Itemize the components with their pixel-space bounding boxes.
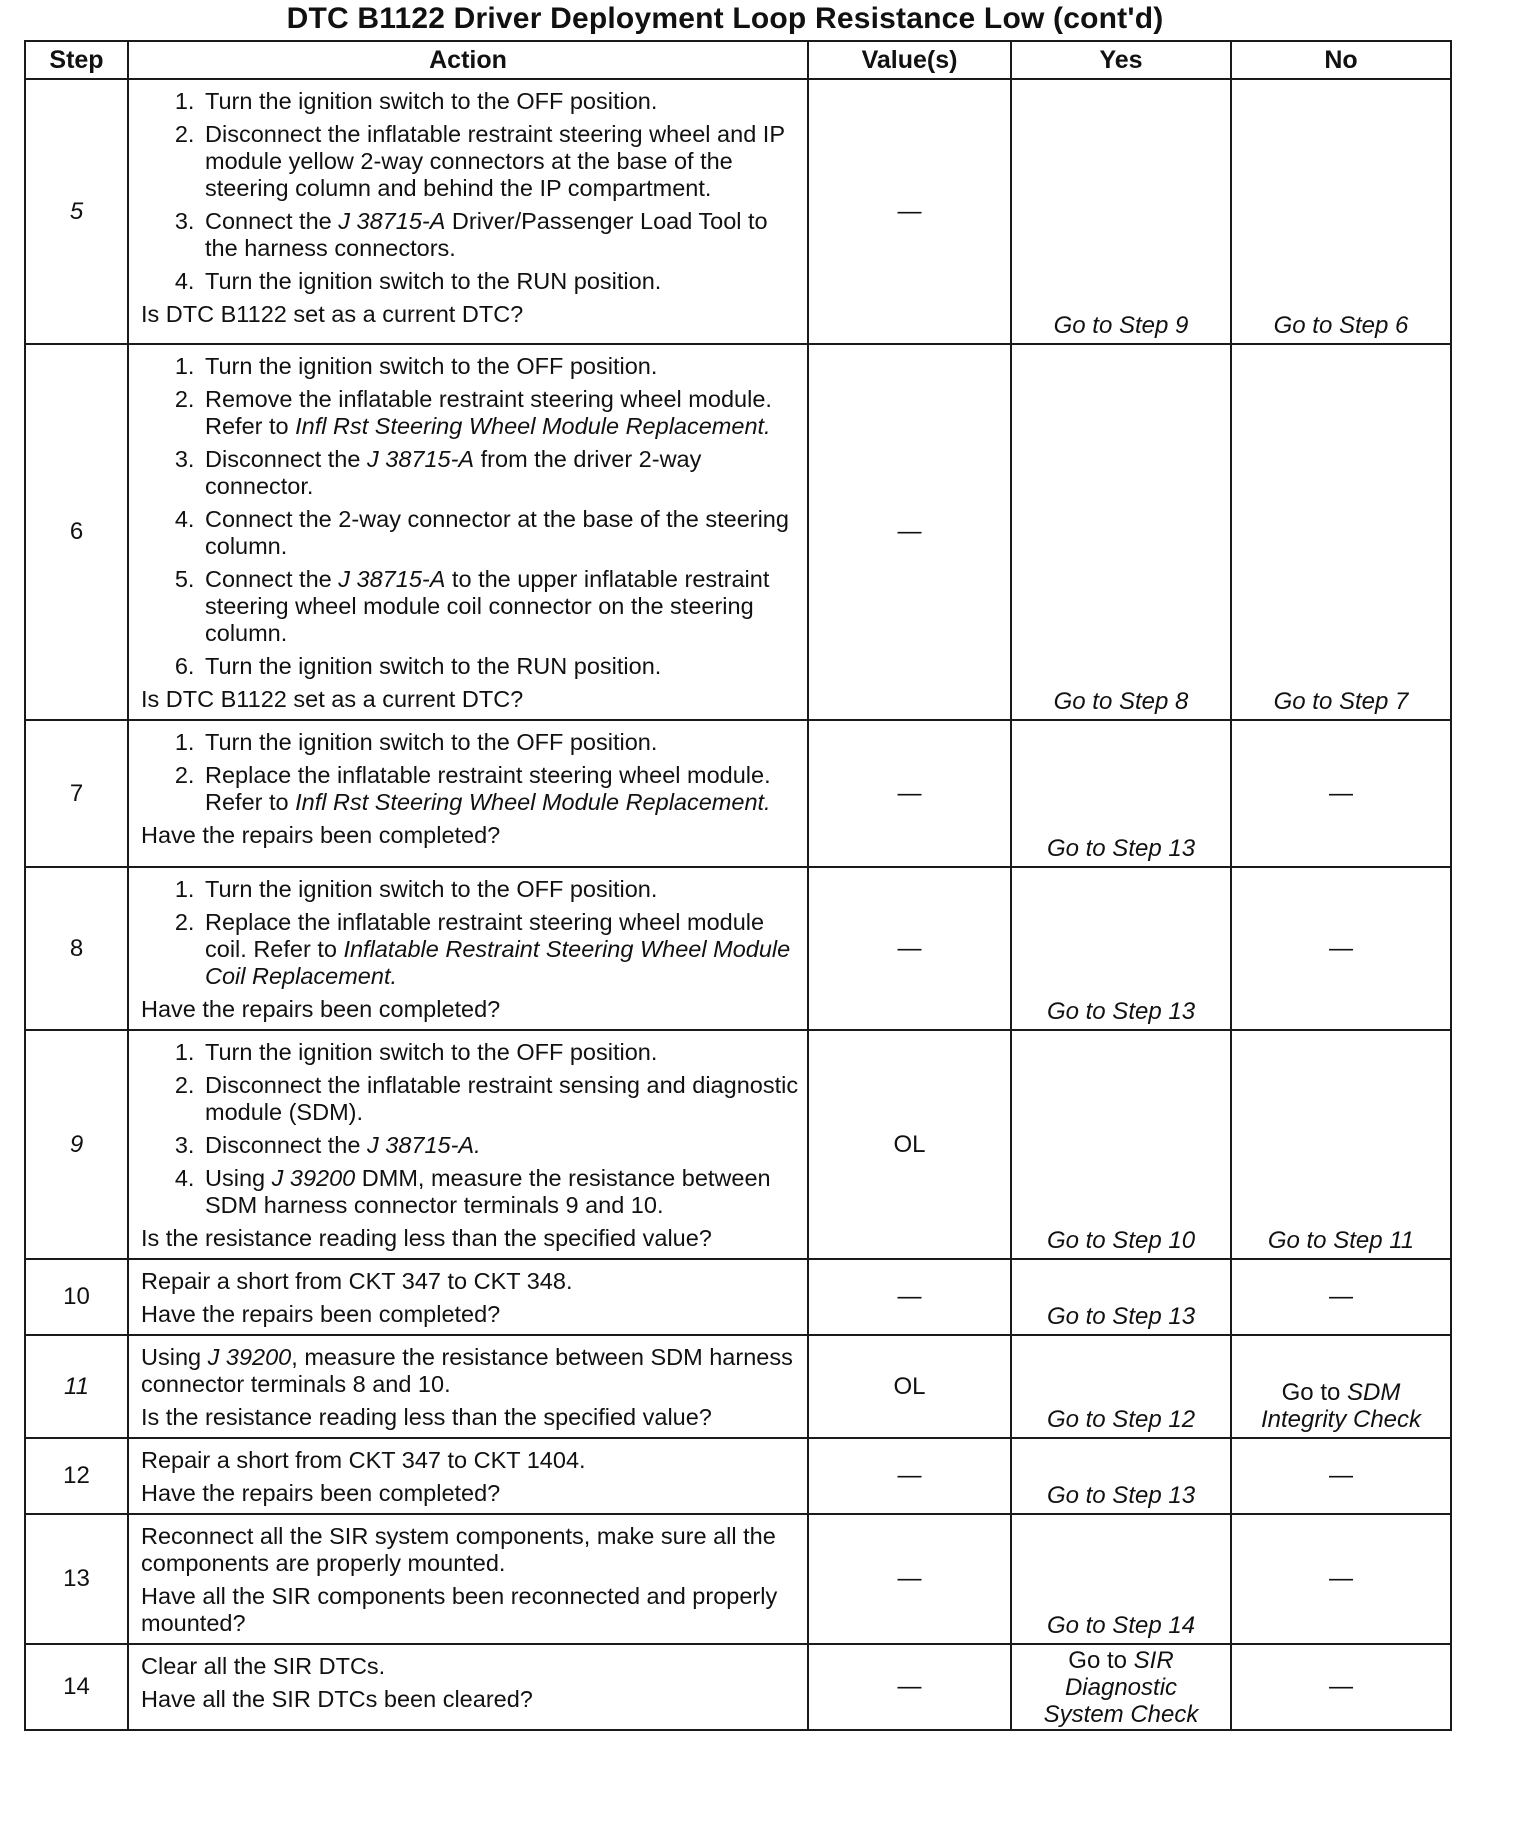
yes-link: Go to Step 13 xyxy=(1046,998,1196,1025)
yes-cell xyxy=(1011,1644,1231,1730)
step-number: 8 xyxy=(25,867,128,1030)
yes-cell xyxy=(1011,1259,1231,1335)
action-item: 2. Replace the inflatable restraint steering wheel module coil. Refer to Inflatable Restraint Steering Wheel Module Coil Replacement. xyxy=(201,909,801,990)
action-item: 1. Turn the ignition switch to the OFF position. xyxy=(201,353,801,380)
no-cell: — xyxy=(1231,1438,1451,1514)
table-row-step-14 xyxy=(25,1644,1451,1730)
yes-link: Go to Step 9 xyxy=(1053,312,1189,339)
action-item: Clear all the SIR DTCs. xyxy=(141,1653,386,1679)
action-question: Have the repairs been completed? xyxy=(141,822,501,848)
step-number: 14 xyxy=(25,1644,128,1730)
no-cell: — xyxy=(1231,1514,1451,1644)
action-cell xyxy=(128,720,808,867)
header-no: No xyxy=(1231,41,1451,79)
action-question: Have the repairs been completed? xyxy=(141,1301,501,1327)
action-question: Is the resistance reading less than the specified value? xyxy=(141,1404,712,1430)
action-cell xyxy=(128,867,808,1030)
action-question: Have all the SIR components been reconnected and properly mounted? xyxy=(141,1583,778,1636)
tool-name: J 38715-A xyxy=(366,446,475,472)
action-item: 3. Disconnect the J 38715-A. xyxy=(201,1132,801,1159)
action-item: 2. Disconnect the inflatable restraint sensing and diagnostic module (SDM). xyxy=(201,1072,801,1126)
yes-cell xyxy=(1011,344,1231,720)
action-item: 1. Turn the ignition switch to the OFF position. xyxy=(201,1039,801,1066)
value-cell: — xyxy=(808,867,1011,1030)
action-question: Have the repairs been completed? xyxy=(141,996,501,1022)
action-item: 2. Disconnect the inflatable restraint steering wheel and IP module yellow 2-way connectors at the base of the steering column and behind the IP compartment. xyxy=(201,121,801,202)
step-number: 9 xyxy=(25,1030,128,1259)
yes-link: Go to Step 13 xyxy=(1046,1303,1196,1330)
header-values: Value(s) xyxy=(808,41,1011,79)
action-item: 4. Turn the ignition switch to the RUN position. xyxy=(201,268,801,295)
action-item: 6. Turn the ignition switch to the RUN position. xyxy=(201,653,801,680)
no-cell xyxy=(1231,1335,1451,1438)
step-number: 13 xyxy=(25,1514,128,1644)
page-title: DTC B1122 Driver Deployment Loop Resistance Low (cont'd) xyxy=(286,2,1164,35)
value-cell: — xyxy=(808,344,1011,720)
yes-cell xyxy=(1011,79,1231,344)
yes-link: Go to Step 12 xyxy=(1046,1406,1196,1433)
yes-link: Go to Step 10 xyxy=(1046,1227,1196,1254)
value-cell: — xyxy=(808,1514,1011,1644)
table-row-step-10 xyxy=(25,1259,1451,1335)
table-row-step-9 xyxy=(25,1030,1451,1259)
action-cell xyxy=(128,1259,808,1335)
value-cell: — xyxy=(808,1644,1011,1730)
no-cell xyxy=(1231,1030,1451,1259)
action-cell xyxy=(128,79,808,344)
reference-link: Infl Rst Steering Wheel Module Replacement. xyxy=(295,413,771,439)
no-link: Go to SDM Integrity Check xyxy=(1260,1379,1422,1433)
value-cell: OL xyxy=(808,1335,1011,1438)
action-question: Have the repairs been completed? xyxy=(141,1480,501,1506)
table-row-step-6 xyxy=(25,344,1451,720)
no-link: Go to Step 6 xyxy=(1273,312,1409,339)
diagnostic-table xyxy=(24,40,1452,1731)
table-row-step-7 xyxy=(25,720,1451,867)
yes-link: Go to Step 8 xyxy=(1053,688,1189,715)
value-cell: — xyxy=(808,720,1011,867)
tool-name: J 39200 xyxy=(207,1344,292,1370)
yes-link: Go to Step 14 xyxy=(1046,1612,1196,1639)
no-cell: — xyxy=(1231,867,1451,1030)
reference-link: Infl Rst Steering Wheel Module Replacement. xyxy=(295,789,771,815)
action-question: Is the resistance reading less than the specified value? xyxy=(141,1225,712,1251)
action-cell xyxy=(128,1438,808,1514)
header-action: Action xyxy=(128,41,808,79)
no-link: Go to Step 11 xyxy=(1267,1227,1415,1254)
action-item: 4. Connect the 2-way connector at the base of the steering column. xyxy=(201,506,801,560)
action-item: Repair a short from CKT 347 to CKT 348. xyxy=(141,1268,573,1294)
header-row xyxy=(25,41,1451,79)
action-item: 2. Replace the inflatable restraint steering wheel module. Refer to Infl Rst Steering Wheel Module Replacement. xyxy=(201,762,801,816)
action-cell xyxy=(128,344,808,720)
action-cell xyxy=(128,1030,808,1259)
action-item: 2. Remove the inflatable restraint steering wheel module. Refer to Infl Rst Steering Wheel Module Replacement. xyxy=(201,386,801,440)
table-row-step-11 xyxy=(25,1335,1451,1438)
step-number: 11 xyxy=(25,1335,128,1438)
step-number: 7 xyxy=(25,720,128,867)
yes-link: Go to Step 13 xyxy=(1046,835,1196,862)
tool-name: J 38715-A xyxy=(338,208,446,234)
action-item: 3. Disconnect the J 38715-A from the driver 2-way connector. xyxy=(201,446,801,500)
action-item: Using J 39200, measure the resistance between SDM harness connector terminals 8 and 10. xyxy=(141,1344,793,1397)
table-row-step-12 xyxy=(25,1438,1451,1514)
action-question: Have all the SIR DTCs been cleared? xyxy=(141,1686,533,1712)
value-cell: OL xyxy=(808,1030,1011,1259)
no-cell xyxy=(1231,79,1451,344)
step-number: 5 xyxy=(25,79,128,344)
table-row-step-5 xyxy=(25,79,1451,344)
tool-name: J 38715-A xyxy=(338,566,446,592)
value-cell: — xyxy=(808,79,1011,344)
table-row-step-8 xyxy=(25,867,1451,1030)
table-row-step-13 xyxy=(25,1514,1451,1644)
step-number: 10 xyxy=(25,1259,128,1335)
yes-link: Go to SIR Diagnostic System Check xyxy=(1043,1646,1199,1728)
yes-cell xyxy=(1011,1514,1231,1644)
no-cell: — xyxy=(1231,1644,1451,1730)
tool-name: J 39200 xyxy=(271,1165,356,1191)
action-cell xyxy=(128,1514,808,1644)
header-step: Step xyxy=(25,41,128,79)
action-item: 1. Turn the ignition switch to the OFF position. xyxy=(201,876,801,903)
no-cell: — xyxy=(1231,720,1451,867)
yes-cell xyxy=(1011,1438,1231,1514)
reference-link: Inflatable Restraint Steering Wheel Module Coil Replacement. xyxy=(205,936,791,989)
yes-cell xyxy=(1011,1030,1231,1259)
header-yes: Yes xyxy=(1011,41,1231,79)
action-item: Reconnect all the SIR system components, make sure all the components are properly mounted. xyxy=(141,1523,776,1576)
action-item: 1. Turn the ignition switch to the OFF position. xyxy=(201,729,801,756)
action-item: 5. Connect the J 38715-A to the upper inflatable restraint steering wheel module coil connector on the steering column. xyxy=(201,566,801,647)
tool-name: J 38715-A. xyxy=(366,1132,481,1158)
no-cell: — xyxy=(1231,1259,1451,1335)
action-question: Is DTC B1122 set as a current DTC? xyxy=(141,301,524,327)
yes-cell xyxy=(1011,720,1231,867)
yes-cell xyxy=(1011,1335,1231,1438)
no-cell xyxy=(1231,344,1451,720)
step-number: 6 xyxy=(25,344,128,720)
yes-link: Go to Step 13 xyxy=(1046,1482,1196,1509)
no-link: Go to Step 7 xyxy=(1273,688,1409,715)
value-cell: — xyxy=(808,1438,1011,1514)
action-item: 4. Using J 39200 DMM, measure the resistance between SDM harness connector terminals 9 and 10. xyxy=(201,1165,801,1219)
action-cell xyxy=(128,1335,808,1438)
value-cell: — xyxy=(808,1259,1011,1335)
action-question: Is DTC B1122 set as a current DTC? xyxy=(141,686,524,712)
yes-cell xyxy=(1011,867,1231,1030)
action-item: 3. Connect the J 38715-A Driver/Passenger Load Tool to the harness connectors. xyxy=(201,208,801,262)
action-item: 1. Turn the ignition switch to the OFF position. xyxy=(201,88,801,115)
action-cell xyxy=(128,1644,808,1730)
action-item: Repair a short from CKT 347 to CKT 1404. xyxy=(141,1447,586,1473)
step-number: 12 xyxy=(25,1438,128,1514)
